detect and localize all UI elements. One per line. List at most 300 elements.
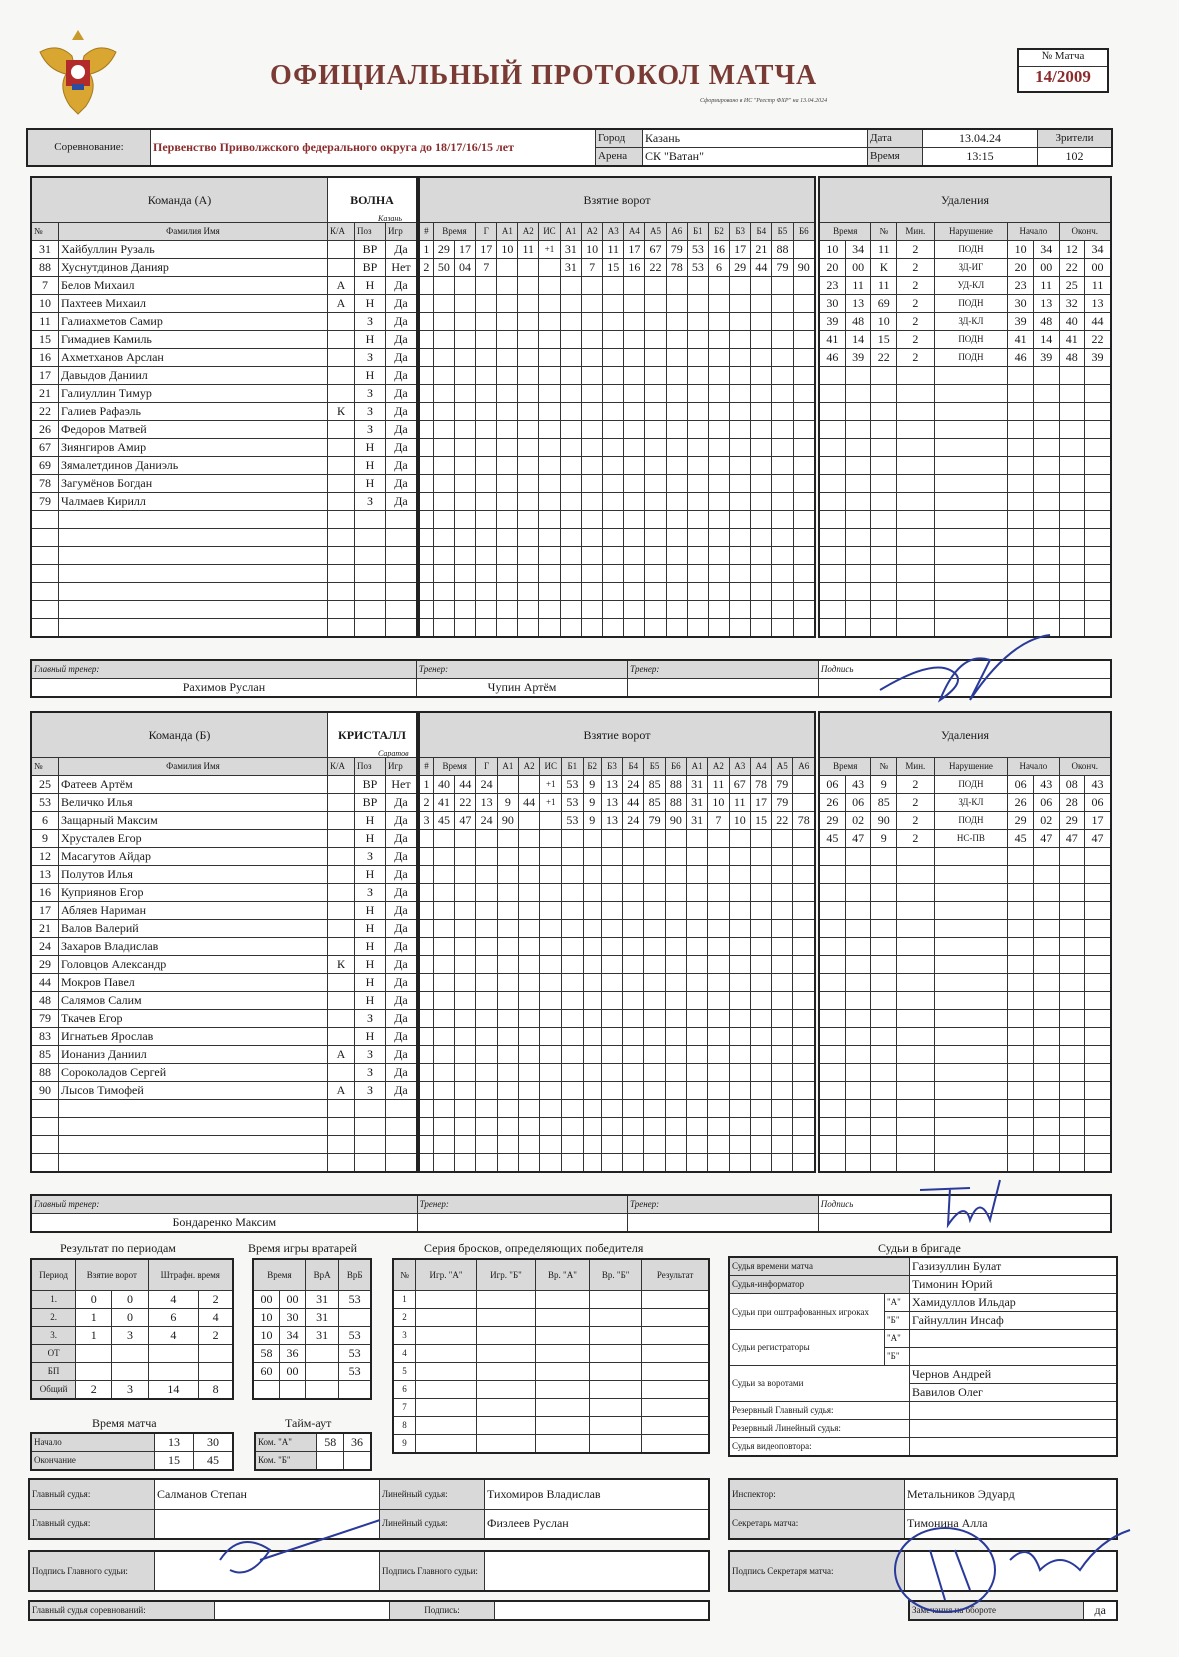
goal-cell (687, 403, 708, 421)
goal-cell: 21 (751, 241, 772, 259)
shootout-cell (535, 1327, 589, 1345)
goal-cell (454, 619, 475, 638)
penalty-cell (897, 457, 934, 475)
shootout-cell (590, 1345, 642, 1363)
goal-cell (708, 938, 729, 956)
penalty-cell: 45 (1008, 830, 1034, 848)
goal-cell (772, 601, 793, 619)
goal-cell: 13 (601, 776, 622, 794)
goal-cell: 16 (708, 241, 729, 259)
penalty-cell (1059, 565, 1085, 583)
goal-row (419, 938, 815, 956)
goal-cell (601, 884, 622, 902)
goal-cell (666, 349, 687, 367)
goal-cell (687, 920, 708, 938)
penalty-cell: ПОДН (934, 776, 1008, 794)
goal-cell (624, 457, 645, 475)
goal-cell (562, 1046, 583, 1064)
goal-cell (454, 565, 475, 583)
goal-cell (419, 439, 433, 457)
goals-col: Г (476, 758, 497, 776)
team_a-roster (30, 176, 418, 638)
goal-cell (687, 529, 708, 547)
goal-cell (476, 619, 497, 638)
shootout-cell (477, 1291, 536, 1309)
team_b-col-play: Игр (386, 758, 418, 776)
penalty-cell: ПОДН (934, 331, 1008, 349)
goal-cell (687, 601, 708, 619)
penalty-cell (1008, 884, 1034, 902)
period-cell: 4 (148, 1327, 199, 1345)
goal-cell (772, 439, 793, 457)
goal-cell (750, 938, 771, 956)
goal-cell (419, 565, 433, 583)
penalty-cell (819, 583, 845, 601)
goal-cell (687, 866, 708, 884)
goal-cell (519, 884, 540, 902)
goal-cell (730, 565, 751, 583)
goal-cell (582, 331, 603, 349)
goal-cell (624, 403, 645, 421)
reg-judges-label: Судьи регистраторы (729, 1330, 885, 1366)
goals-col: ИС (539, 223, 561, 241)
goal-cell (772, 1118, 793, 1136)
penalty-cell (819, 956, 845, 974)
team_b-blank (627, 1214, 818, 1233)
penalty-cell: 43 (1085, 776, 1111, 794)
penalty-cell: 26 (819, 794, 845, 812)
period-cell: 1 (76, 1309, 112, 1327)
gk-cell: 31 (305, 1291, 338, 1309)
goal-cell (433, 902, 454, 920)
penalty-cell: 23 (819, 277, 845, 295)
goal-cell (455, 1082, 476, 1100)
player-no: 21 (31, 920, 59, 938)
penalty-cell: 14 (1033, 331, 1059, 349)
goal-cell (687, 1064, 708, 1082)
penalty-cell (1033, 1100, 1059, 1118)
shootout-title: Серия бросков, определяющих победителя (424, 1241, 644, 1255)
goal-cell (793, 1118, 815, 1136)
penalty-cell (845, 1154, 871, 1173)
goal-cell (645, 583, 666, 601)
penalty-cell (819, 493, 845, 511)
goal-cell (583, 1100, 601, 1118)
player-pos: Н (355, 866, 386, 884)
goal-cell (562, 992, 583, 1010)
goal-cell (645, 277, 666, 295)
player-no (31, 1136, 59, 1154)
goal-cell (687, 421, 708, 439)
shootout-cell (477, 1381, 536, 1399)
goal-cell (519, 1028, 540, 1046)
penalty-cell (934, 475, 1008, 493)
goal-cell: 29 (730, 259, 751, 277)
penalty-cell: 11 (1033, 277, 1059, 295)
goal-cell (624, 331, 645, 349)
goals-col: Б3 (601, 758, 622, 776)
goal-cell (562, 1064, 583, 1082)
goal-cell (582, 349, 603, 367)
goal-cell (750, 1136, 771, 1154)
goal-cell (476, 547, 497, 565)
goals-col: # (419, 758, 433, 776)
pens-col: № (871, 223, 897, 241)
goal-cell (583, 1118, 601, 1136)
goal-cell (623, 1154, 644, 1173)
penalty-cell (1085, 1136, 1111, 1154)
penalty-cell: 2 (897, 313, 934, 331)
goal-cell (518, 565, 539, 583)
penalty-cell (897, 367, 934, 385)
period-cell (148, 1345, 199, 1363)
goal-cell (751, 385, 772, 403)
goal-cell (476, 1082, 497, 1100)
goal-cell (560, 583, 581, 601)
penalty-row (819, 902, 1111, 920)
penalty-cell: 06 (1008, 776, 1034, 794)
goal-cell (583, 1082, 601, 1100)
goal-cell (539, 457, 561, 475)
goal-cell (772, 866, 793, 884)
goals-col: Б4 (751, 223, 772, 241)
player-ka (328, 974, 355, 992)
player-play: Да (386, 241, 418, 259)
player-no: 67 (31, 439, 59, 457)
shootout-cell (416, 1417, 477, 1435)
shootout-cell (590, 1399, 642, 1417)
player-name: Федоров Матвей (59, 421, 328, 439)
goal-cell (455, 866, 476, 884)
goal-cell (730, 385, 751, 403)
player-pos: Н (355, 992, 386, 1010)
penalty-cell (871, 974, 897, 992)
goal-cell (644, 920, 665, 938)
penalty-cell: ПОДН (934, 349, 1008, 367)
goal-cell (751, 367, 772, 385)
penalty-cell (1059, 529, 1085, 547)
goal-cell (708, 421, 729, 439)
player-row (31, 403, 417, 421)
player-play: Да (386, 848, 418, 866)
player-ka (328, 938, 355, 956)
goal-cell (750, 1154, 771, 1173)
player-name: Защарный Максим (59, 812, 328, 830)
goal-cell (539, 619, 561, 638)
penalty-cell: 11 (871, 241, 897, 259)
goal-cell (793, 1064, 815, 1082)
penalty-cell (1059, 1136, 1085, 1154)
penalty-cell (897, 956, 934, 974)
goal-cell (540, 1064, 562, 1082)
goal-cell: +1 (540, 776, 562, 794)
goals-col: Время (433, 758, 476, 776)
penalty-cell (1085, 866, 1111, 884)
penalty-cell (845, 1100, 871, 1118)
player-row (31, 1118, 417, 1136)
goal-cell (708, 367, 729, 385)
goal-cell (687, 830, 708, 848)
player-row (31, 367, 417, 385)
goals-col: # (419, 223, 433, 241)
goal-row (419, 1010, 815, 1028)
goal-cell (772, 1028, 793, 1046)
penalty-cell (1085, 547, 1111, 565)
match-number-label: № Матча (1019, 50, 1107, 67)
goal-cell (708, 1118, 729, 1136)
goal-cell (583, 1046, 601, 1064)
player-pos: ВР (355, 776, 386, 794)
penalty-cell (1059, 866, 1085, 884)
goal-row (419, 277, 815, 295)
penalty-cell (845, 956, 871, 974)
goal-cell (708, 619, 729, 638)
goal-cell (562, 974, 583, 992)
goal-cell (582, 313, 603, 331)
goal-cell (539, 493, 561, 511)
penalty-cell (1059, 884, 1085, 902)
goal-cell: 13 (476, 794, 497, 812)
goal-cell (540, 1118, 562, 1136)
goal-cell (793, 457, 815, 475)
goal-cell (644, 1154, 665, 1173)
goal-cell (518, 421, 539, 439)
penalty-cell (897, 992, 934, 1010)
shootout-cell (477, 1345, 536, 1363)
goal-cell (562, 1028, 583, 1046)
penalty-cell (845, 1118, 871, 1136)
penalty-cell (897, 1046, 934, 1064)
player-name (59, 1154, 328, 1173)
goal-cell (540, 812, 562, 830)
goal-cell (583, 1010, 601, 1028)
player-no: 13 (31, 866, 59, 884)
penalty-cell (1008, 511, 1034, 529)
penalty-cell (871, 848, 897, 866)
penalty-cell (1008, 601, 1034, 619)
penalty-cell (1059, 367, 1085, 385)
goal-cell (793, 1136, 815, 1154)
goal-cell: 44 (623, 794, 644, 812)
goal-cell (772, 938, 793, 956)
penalty-cell: 13 (1033, 295, 1059, 313)
goal-cell: 11 (603, 241, 624, 259)
period-row (31, 1381, 233, 1400)
penalty-cell (819, 547, 845, 565)
goal-cell (433, 295, 454, 313)
penalty-cell (1033, 367, 1059, 385)
goal-cell (751, 457, 772, 475)
goal-cell (644, 938, 665, 956)
penalty-cell (1059, 1046, 1085, 1064)
goal-cell (419, 866, 433, 884)
goal-cell (562, 1082, 583, 1100)
timeout-table (254, 1432, 372, 1471)
shootout-num: 2 (393, 1309, 416, 1327)
goal-cell (730, 367, 751, 385)
penalty-cell (819, 403, 845, 421)
goal-cell (666, 619, 687, 638)
penalty-cell (1085, 848, 1111, 866)
penalty-cell (1085, 1082, 1111, 1100)
goal-cell (497, 830, 518, 848)
penalty-cell: 30 (1008, 295, 1034, 313)
goal-cell (666, 331, 687, 349)
goal-cell (519, 1118, 540, 1136)
goal-cell (687, 1082, 708, 1100)
team_b-label: Команда (Б) (31, 712, 328, 758)
goal-cell (476, 920, 497, 938)
goal-cell (730, 349, 751, 367)
player-row (31, 511, 417, 529)
goal-cell (562, 920, 583, 938)
player-ka (328, 1118, 355, 1136)
penalty-row (819, 956, 1111, 974)
penalty-cell (1033, 1154, 1059, 1173)
goal-cell (454, 457, 475, 475)
goal-cell (560, 475, 581, 493)
goal-cell (476, 403, 497, 421)
penalty-cell: 48 (1059, 349, 1085, 367)
player-name: Галиахметов Самир (59, 313, 328, 331)
penalty-cell (1033, 1046, 1059, 1064)
penalty-cell (871, 439, 897, 457)
goal-cell (665, 956, 686, 974)
goal-cell (419, 938, 433, 956)
refs-title: Судьи в бригаде (878, 1241, 961, 1255)
goal-cell: 11 (729, 794, 750, 812)
end-min: 45 (194, 1452, 234, 1471)
goal-cell (540, 1154, 562, 1173)
penalty-cell (1085, 403, 1111, 421)
timeout-b-label: Ком. "Б" (255, 1452, 317, 1471)
gk-row (253, 1327, 371, 1345)
goal-cell (497, 259, 518, 277)
player-row (31, 920, 417, 938)
goal-cell (772, 1046, 793, 1064)
penalty-cell: 2 (897, 830, 934, 848)
penalty-cell (1085, 619, 1111, 638)
goal-cell (455, 956, 476, 974)
penalty-cell (819, 439, 845, 457)
timeout-a-label: Ком. "А" (255, 1433, 317, 1452)
goal-cell: 1 (419, 241, 433, 259)
goal-row (419, 475, 815, 493)
goal-cell (583, 902, 601, 920)
goal-cell (687, 884, 708, 902)
goal-row (419, 1064, 815, 1082)
shootout-cell (535, 1435, 589, 1454)
goal-cell (519, 1136, 540, 1154)
goal-cell (540, 1046, 562, 1064)
penalty-cell: 32 (1059, 295, 1085, 313)
goal-cell (708, 1010, 729, 1028)
goal-cell (772, 313, 793, 331)
penalty-cell (1085, 884, 1111, 902)
goal-cell: 78 (666, 259, 687, 277)
goal-cell (793, 331, 815, 349)
penalty-cell (845, 457, 871, 475)
player-name: Загумёнов Богдан (59, 475, 328, 493)
goal-cell (603, 601, 624, 619)
goal-cell (793, 565, 815, 583)
goal-cell (624, 439, 645, 457)
penalty-cell (1059, 439, 1085, 457)
goal-cell (708, 295, 729, 313)
player-no: 44 (31, 974, 59, 992)
penalty-cell (1085, 920, 1111, 938)
goal-cell: 9 (583, 776, 601, 794)
penalty-cell: 11 (1085, 277, 1111, 295)
shootout-cell (416, 1345, 477, 1363)
penalty-cell: 47 (845, 830, 871, 848)
goals-col: Б4 (623, 758, 644, 776)
penalty-cell (1033, 884, 1059, 902)
goal-cell (583, 920, 601, 938)
penalty-cell: 22 (1085, 331, 1111, 349)
goal-cell (476, 866, 497, 884)
player-ka (328, 331, 355, 349)
goal-cell (708, 848, 729, 866)
goal-cell (772, 884, 793, 902)
penalty-cell (819, 619, 845, 638)
penalty-cell (1059, 1118, 1085, 1136)
goals-col: Б6 (793, 223, 815, 241)
player-ka (328, 1100, 355, 1118)
penalty-cell (871, 1118, 897, 1136)
goal-cell (582, 295, 603, 313)
goal-cell (433, 529, 454, 547)
shootout-row (393, 1399, 709, 1417)
player-pos: З (355, 1082, 386, 1100)
arena-label: Арена (596, 148, 643, 167)
player-row (31, 902, 417, 920)
goals-col: А4 (624, 223, 645, 241)
penalty-cell (871, 421, 897, 439)
player-no: 90 (31, 1082, 59, 1100)
goal-cell (603, 547, 624, 565)
shootout-num: 7 (393, 1399, 416, 1417)
penalty-row (819, 866, 1111, 884)
period-cell (199, 1345, 233, 1363)
gk-cell: 10 (253, 1309, 280, 1327)
goal-cell (730, 403, 751, 421)
penalty-cell (1008, 403, 1034, 421)
penalty-cell (1059, 992, 1085, 1010)
goal-cell (729, 920, 750, 938)
goal-cell (772, 385, 793, 403)
player-name: Игнатьев Ярослав (59, 1028, 328, 1046)
penalty-cell: 2 (897, 812, 934, 830)
goal-cell (455, 830, 476, 848)
goal-cell (603, 457, 624, 475)
goal-cell (497, 421, 518, 439)
penalty-cell (1033, 938, 1059, 956)
player-ka (328, 619, 355, 638)
penalty-cell (934, 583, 1008, 601)
penalty-cell (1085, 1064, 1111, 1082)
penalty-cell (871, 1100, 897, 1118)
penalty-cell (819, 1136, 845, 1154)
period-row (31, 1363, 233, 1381)
player-ka (328, 565, 355, 583)
goal-cell (519, 1082, 540, 1100)
goal-cell (708, 866, 729, 884)
player-ka (328, 848, 355, 866)
goal-cell: 3 (419, 812, 433, 830)
goal-row (419, 565, 815, 583)
gk-cell: 53 (339, 1291, 371, 1309)
